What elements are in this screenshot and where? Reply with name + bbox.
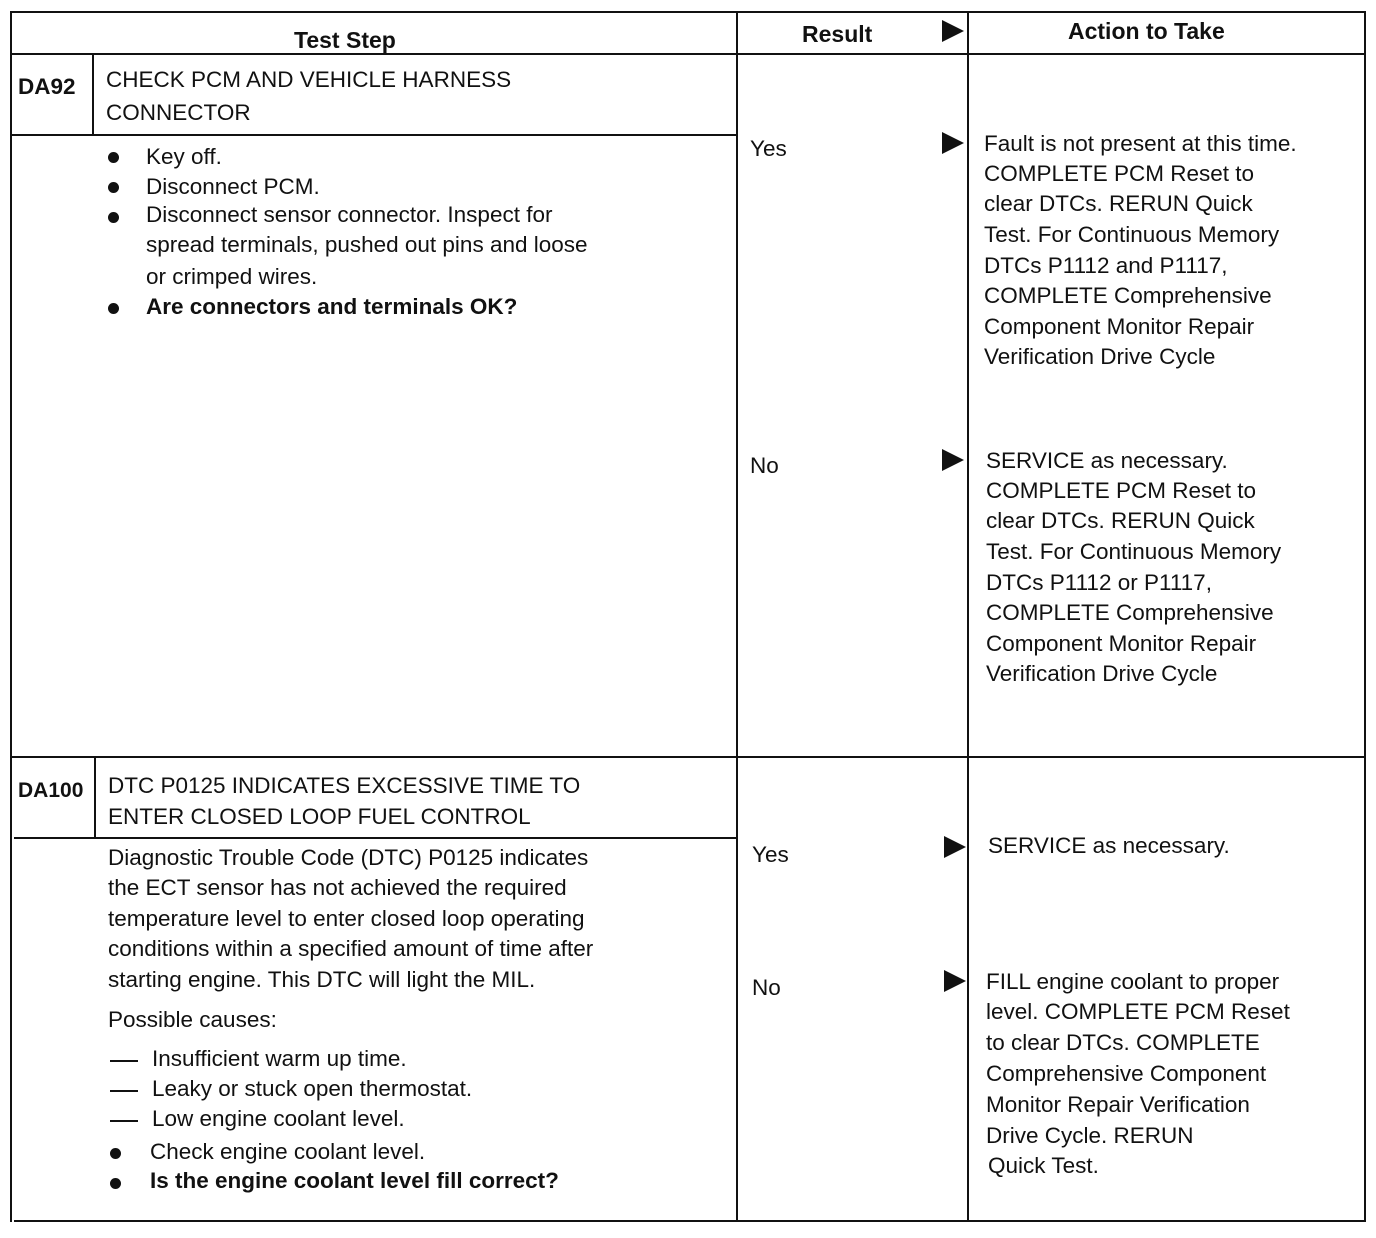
- description-line: temperature level to enter closed loop operating: [108, 906, 585, 931]
- description-line: conditions within a specified amount of time after: [108, 936, 594, 961]
- action-line: Comprehensive Component: [986, 1061, 1267, 1086]
- result-yes-label: Yes: [752, 842, 789, 867]
- action-line: Test. For Continuous Memory: [984, 222, 1280, 247]
- action-line: Monitor Repair Verification: [986, 1092, 1250, 1117]
- table-bottom-border: [14, 1220, 1366, 1222]
- result-arrow-icon: [942, 449, 964, 471]
- action-line: COMPLETE Comprehensive: [986, 600, 1274, 625]
- action-line: Quick Test.: [988, 1153, 1099, 1178]
- header-test-step: Test Step: [294, 27, 396, 53]
- action-line: COMPLETE PCM Reset to: [984, 161, 1255, 186]
- action-line: FILL engine coolant to proper: [986, 969, 1280, 994]
- da92-title-divider: [12, 134, 736, 136]
- description-line: Diagnostic Trouble Code (DTC) P0125 indicates: [108, 845, 589, 870]
- bullet-text: Disconnect sensor connector. Inspect for: [146, 202, 553, 227]
- bullet-icon: [108, 182, 119, 193]
- bullet-icon: [110, 1148, 121, 1159]
- action-line: level. COMPLETE PCM Reset: [986, 999, 1290, 1024]
- result-yes-label: Yes: [750, 136, 787, 161]
- dash-icon: [110, 1090, 138, 1092]
- result-arrow-icon: [944, 970, 966, 992]
- result-arrow-icon: [942, 132, 964, 154]
- action-line: to clear DTCs. COMPLETE: [986, 1030, 1260, 1055]
- result-arrow-icon: [944, 836, 966, 858]
- description-line: starting engine. This DTC will light the MIL.: [108, 967, 536, 992]
- action-line: Fault is not present at this time.: [984, 131, 1297, 156]
- header-action: Action to Take: [1068, 18, 1225, 44]
- action-line: clear DTCs. RERUN Quick: [986, 508, 1255, 533]
- header-result: Result: [802, 21, 873, 47]
- action-line: SERVICE as necessary.: [988, 833, 1230, 858]
- da100-title-divider: [14, 837, 738, 839]
- action-line: DTCs P1112 or P1117,: [986, 570, 1212, 595]
- test-step-right-border: [736, 11, 738, 1222]
- bullet-icon: [108, 152, 119, 163]
- action-line: COMPLETE PCM Reset to: [986, 478, 1257, 503]
- action-line: Drive Cycle. RERUN: [986, 1123, 1194, 1148]
- bullet-icon: [108, 303, 119, 314]
- step-id-da100: DA100: [18, 779, 84, 802]
- action-line: Component Monitor Repair: [986, 631, 1257, 656]
- action-line: DTCs P1112 and P1117,: [984, 253, 1228, 278]
- bullet-text: spread terminals, pushed out pins and loose: [146, 232, 588, 257]
- header-arrow-icon: [942, 20, 964, 42]
- result-right-border: [967, 11, 969, 1222]
- row-divider: [12, 756, 1366, 758]
- result-no-label: No: [750, 453, 779, 478]
- action-line: Component Monitor Repair: [984, 314, 1255, 339]
- bullet-text: Key off.: [146, 144, 222, 169]
- bullet-text: Disconnect PCM.: [146, 174, 320, 199]
- cause-text: Insufficient warm up time.: [152, 1046, 407, 1071]
- bullet-icon: [108, 212, 119, 223]
- question-text: Are connectors and terminals OK?: [146, 294, 518, 319]
- header-bottom-border: [10, 53, 1364, 55]
- dash-icon: [110, 1120, 138, 1122]
- action-line: COMPLETE Comprehensive: [984, 283, 1272, 308]
- step-id-da92: DA92: [18, 74, 76, 99]
- dash-icon: [110, 1060, 138, 1062]
- action-line: Verification Drive Cycle: [986, 661, 1218, 686]
- table-right-border: [1364, 11, 1366, 1222]
- action-line: Verification Drive Cycle: [984, 344, 1216, 369]
- question-text: Is the engine coolant level fill correct?: [150, 1168, 559, 1193]
- description-line: the ECT sensor has not achieved the required: [108, 875, 567, 900]
- cause-text: Leaky or stuck open thermostat.: [152, 1076, 473, 1101]
- cause-text: Low engine coolant level.: [152, 1106, 405, 1131]
- action-line: Test. For Continuous Memory: [986, 539, 1282, 564]
- table-top-border: [10, 11, 1364, 13]
- bullet-text: Check engine coolant level.: [150, 1139, 426, 1164]
- da92-id-divider: [92, 53, 94, 135]
- action-line: SERVICE as necessary.: [986, 448, 1228, 473]
- result-no-label: No: [752, 975, 781, 1000]
- title-line: CONNECTOR: [106, 100, 251, 125]
- da100-id-divider: [94, 756, 96, 838]
- title-line: DTC P0125 INDICATES EXCESSIVE TIME TO: [108, 773, 581, 798]
- table-left-border: [10, 11, 12, 1222]
- possible-causes-label: Possible causes:: [108, 1007, 277, 1032]
- bullet-icon: [110, 1178, 121, 1189]
- bullet-text: or crimped wires.: [146, 264, 318, 289]
- action-line: clear DTCs. RERUN Quick: [984, 191, 1253, 216]
- title-line: ENTER CLOSED LOOP FUEL CONTROL: [108, 804, 531, 829]
- title-line: CHECK PCM AND VEHICLE HARNESS: [106, 67, 512, 92]
